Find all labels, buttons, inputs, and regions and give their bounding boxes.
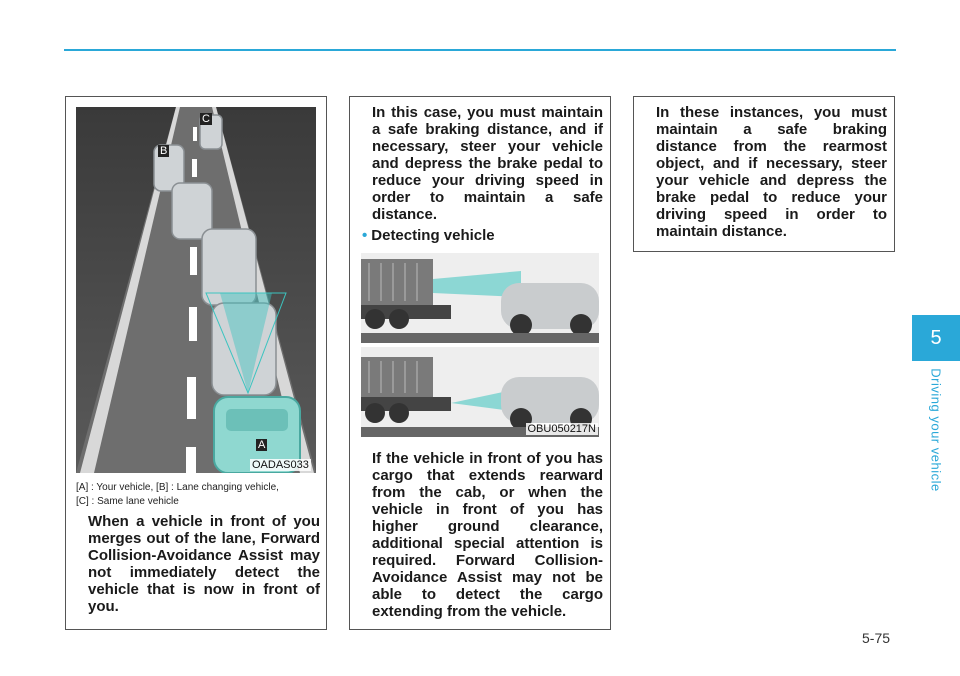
body-text-1: In this case, you must maintain a safe braking distance, and if necessary, steer your vehicle and depress the brake pedal to reduce your driving speed in order to maintain a safe distance.: [372, 104, 603, 223]
header-rule: [64, 49, 896, 51]
caption-line-2: [C] : Same lane vehicle: [76, 496, 179, 507]
lane-change-illustration: [76, 107, 316, 473]
bullet-heading: [362, 227, 495, 244]
chapter-title: Driving your vehicle: [928, 368, 944, 492]
content-box-lane-change: [65, 96, 327, 630]
bullet-label: Detecting vehicle: [371, 227, 495, 244]
body-text-2: If the vehicle in front of you has cargo that extends rearward from the cab, or when the vehicle in front of you has higher ground clearance, additional special attention is required. Forward Collision-Avoidance Assist may not be able to detect the cargo extending from the vehicle.: [372, 450, 603, 620]
image-caption: [76, 481, 321, 509]
chapter-tab: 5: [912, 315, 960, 361]
bullet-icon: •: [362, 227, 368, 244]
content-box-instances: [633, 96, 895, 252]
image-code: OADAS033: [252, 459, 309, 471]
vehicle-label-c: C: [202, 113, 210, 125]
caption-line-1: [A] : Your vehicle, [B] : Lane changing vehicle,: [76, 482, 279, 493]
body-text: In these instances, you must maintain a safe braking distance from the rearmost object, and if necessary, steer your vehicle and depress the brake pedal to reduce your driving speed in order to maintain distance.: [656, 104, 887, 240]
vehicle-label-a: A: [258, 439, 266, 451]
image-code: OBU050217N: [527, 423, 596, 435]
body-text: When a vehicle in front of you merges out of the lane, Forward Collision-Avoidance Assist may not immediately detect the vehicle that is now in front of you.: [88, 513, 320, 615]
page-number: 5-75: [862, 630, 891, 646]
truck-cargo-illustration-1: [361, 253, 599, 343]
vehicle-label-b: B: [160, 145, 168, 157]
content-box-detecting: [349, 96, 611, 630]
